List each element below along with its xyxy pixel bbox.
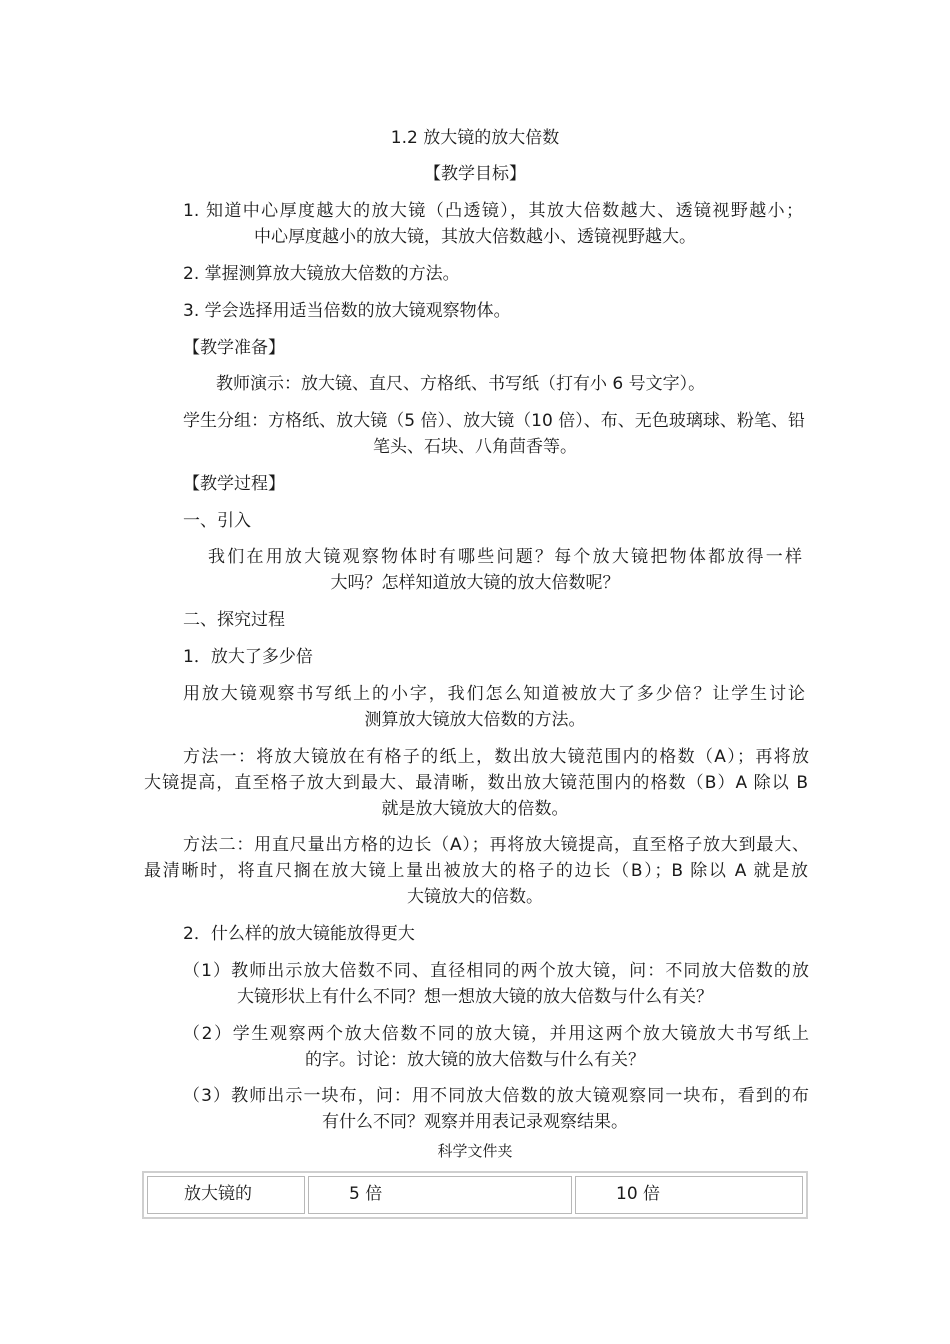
- preparation-heading: 【教学准备】: [183, 338, 285, 358]
- paragraph-1-line1: （1）教师出示放大倍数不同、直径相同的两个放大镜，问：不同放大倍数的放: [183, 961, 809, 981]
- preparation-teacher: 教师演示：放大镜、直尺、方格纸、书写纸（打有小 6 号文字）。: [216, 374, 706, 394]
- method-2-line2: 最清晰时，将直尺搁在放大镜上量出被放大的格子的边长（B）；B 除以 A 就是放: [144, 861, 808, 881]
- method-1-line1: 方法一：将放大镜放在有格子的纸上，数出放大镜范围内的格数（A）；再将放: [183, 747, 809, 767]
- intro-heading: 一、引入: [183, 511, 251, 531]
- preparation-students-line2: 笔头、石块、八角茴香等。: [373, 437, 577, 457]
- folder-caption: 科学文件夹: [437, 1142, 513, 1160]
- page-title: 1.2 放大镜的放大倍数: [390, 128, 560, 148]
- subsection-1-line2: 测算放大镜放大倍数的方法。: [364, 710, 586, 730]
- paragraph-2-line2: 的字。讨论：放大镜的放大倍数与什么有关？: [305, 1050, 645, 1070]
- objective-1-line1: 1. 知道中心厚度越大的放大镜（凸透镜），其放大倍数越大、透镜视野越小；: [183, 201, 803, 221]
- method-1-line2: 大镜提高，直至格子放大到最大、最清晰，数出放大镜范围内的格数（B）A 除以 B: [144, 773, 808, 793]
- objective-3: 3. 学会选择用适当倍数的放大镜观察物体。: [183, 301, 511, 321]
- method-2-line1: 方法二：用直尺量出方格的边长（A）；再将放大镜提高，直至格子放大到最大、: [183, 835, 809, 855]
- paragraph-3-line1: （3）教师出示一块布，问：用不同放大倍数的放大镜观察同一块布，看到的布: [183, 1086, 809, 1106]
- subsection-2-heading: 2．什么样的放大镜能放得更大: [183, 924, 415, 944]
- subsection-1-heading: 1．放大了多少倍: [183, 647, 313, 667]
- method-2-line3: 大镜放大的倍数。: [407, 887, 543, 907]
- objectives-heading: 【教学目标】: [424, 164, 526, 184]
- explore-heading: 二、探究过程: [183, 610, 285, 630]
- table-header-5x: 5 倍: [308, 1176, 572, 1214]
- table-header-magnifier: 放大镜的: [147, 1176, 305, 1214]
- objective-2: 2. 掌握测算放大镜放大倍数的方法。: [183, 264, 460, 284]
- objective-1-line2: 中心厚度越小的放大镜，其放大倍数越小、透镜视野越大。: [254, 227, 696, 247]
- table-header-row: [147, 1176, 803, 1214]
- intro-line2: 大吗？怎样知道放大镜的放大倍数呢？: [330, 573, 620, 593]
- method-1-line3: 就是放大镜放大的倍数。: [381, 799, 569, 819]
- process-heading: 【教学过程】: [183, 474, 285, 494]
- table-header-10x: 10 倍: [575, 1176, 803, 1214]
- paragraph-3-line2: 有什么不同？观察并用表记录观察结果。: [322, 1112, 628, 1132]
- preparation-students-line1: 学生分组：方格纸、放大镜（5 倍）、放大镜（10 倍）、布、无色玻璃球、粉笔、铅: [183, 411, 805, 431]
- observation-table: [142, 1171, 808, 1219]
- subsection-1-line1: 用放大镜观察书写纸上的小字，我们怎么知道被放大了多少倍？让学生讨论: [183, 684, 805, 704]
- intro-line1: 我们在用放大镜观察物体时有哪些问题？每个放大镜把物体都放得一样: [208, 547, 802, 567]
- paragraph-1-line2: 大镜形状上有什么不同？想一想放大镜的放大倍数与什么有关？: [237, 987, 713, 1007]
- paragraph-2-line1: （2）学生观察两个放大倍数不同的放大镜，并用这两个放大镜放大书写纸上: [183, 1024, 809, 1044]
